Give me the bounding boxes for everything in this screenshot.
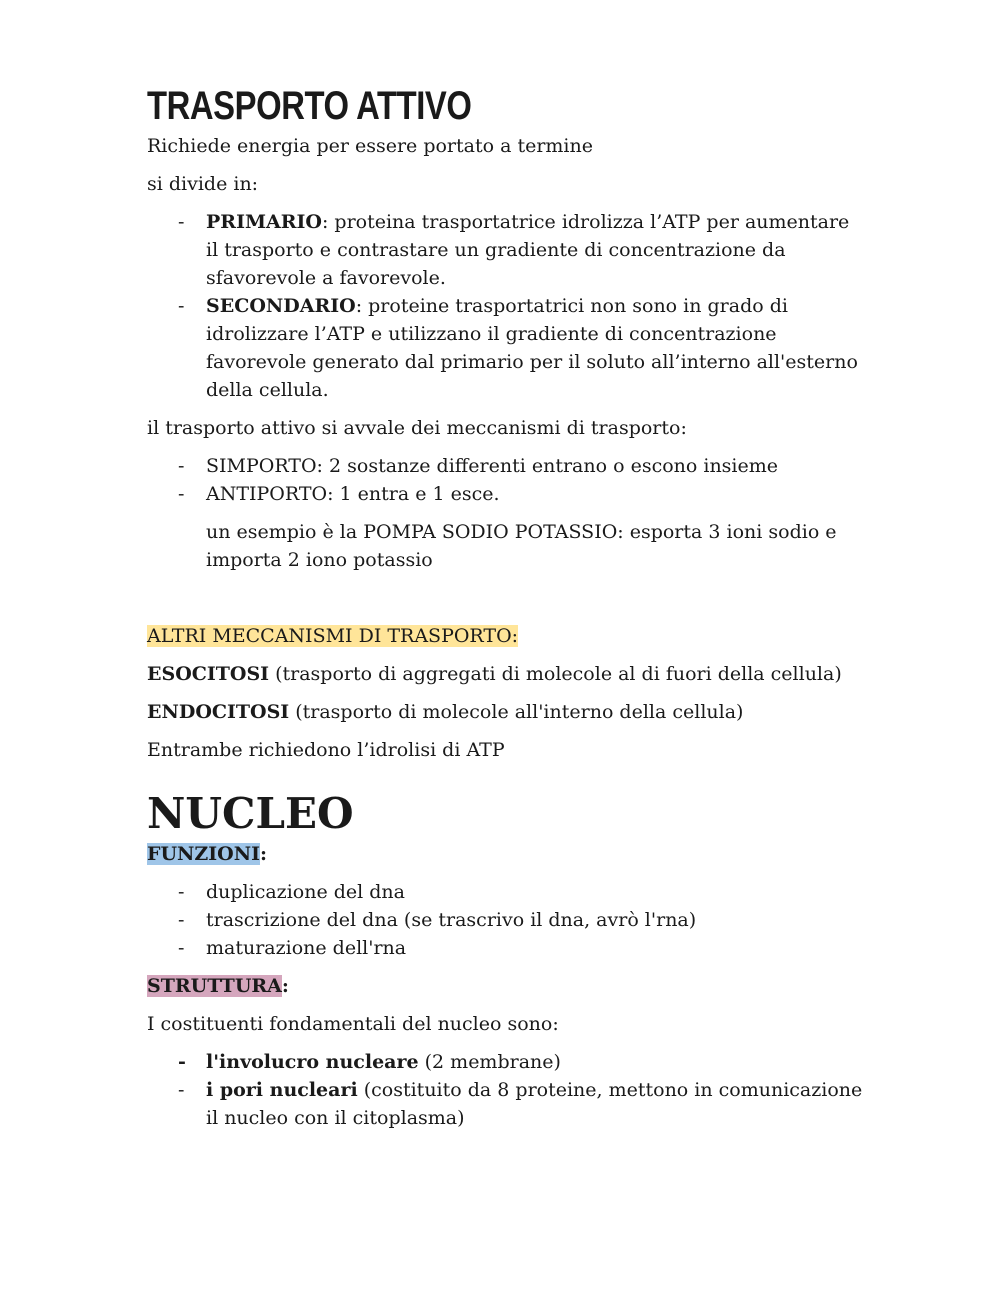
mechanisms-list	[147, 452, 867, 508]
list-item-involucro	[147, 1048, 867, 1076]
highlight-struttura: STRUTTURA	[147, 975, 282, 997]
atp-note: Entrambe richiedono l’idrolisi di ATP	[147, 739, 505, 761]
mechanisms-intro: il trasporto attivo si avvale dei meccanismi di trasporto:	[147, 417, 687, 439]
mechanism-simporto: SIMPORTO: 2 sostanze differenti entrano o escono insieme	[206, 455, 779, 477]
dash-bullet: -	[178, 881, 185, 903]
desc-endocitosi: (trasporto di molecole all'interno della cellula)	[289, 701, 744, 723]
term-endocitosi: ENDOCITOSI	[147, 701, 290, 723]
document-page	[147, 80, 867, 1132]
funzione-text: duplicazione del dna	[206, 881, 405, 903]
dash-bullet: -	[178, 937, 185, 959]
list-item-pori	[147, 1076, 867, 1132]
term-primario: PRIMARIO	[206, 211, 322, 233]
funzioni-list	[147, 878, 867, 962]
example-paragraph: un esempio è la POMPA SODIO POTASSIO: esporta 3 ioni sodio e importa 2 iono potassio	[206, 521, 837, 571]
title-trasporto-attivo: TRASPORTO ATTIVO	[147, 84, 472, 128]
list-item-simporto	[147, 452, 867, 480]
costituenti-intro: I costituenti fondamentali del nucleo sono:	[147, 1013, 559, 1035]
dash-bullet: -	[178, 211, 185, 233]
desc-primario: : proteina trasportatrice idrolizza l’ATP per aumentare il trasporto e contrastare un gradiente di concentrazione da sfavorevole a favorevole.	[206, 211, 850, 289]
list-item-funzione	[147, 878, 867, 906]
list-item-antiporto	[147, 480, 867, 508]
divide-paragraph: si divide in:	[147, 173, 259, 195]
desc-pori: (costituito da 8 proteine, mettono in comunicazione il nucleo con il citoplasma)	[206, 1079, 863, 1129]
colon: :	[281, 975, 289, 997]
intro-paragraph: Richiede energia per essere portato a termine	[147, 135, 593, 157]
highlight-altri-meccanismi: ALTRI MECCANISMI DI TRASPORTO:	[147, 625, 519, 647]
desc-involucro: (2 membrane)	[418, 1051, 561, 1073]
term-pori: i pori nucleari	[206, 1079, 358, 1101]
transport-types-list	[147, 208, 867, 404]
list-item-funzione	[147, 906, 867, 934]
funzioni-label-line	[147, 840, 867, 868]
highlight-funzioni: FUNZIONI	[147, 843, 260, 865]
esocitosi-paragraph	[147, 660, 867, 688]
costituenti-list	[147, 1048, 867, 1132]
desc-esocitosi: (trasporto di aggregati di molecole al di fuori della cellula)	[269, 663, 842, 685]
dash-bullet: -	[178, 909, 185, 931]
dash-bullet: -	[178, 483, 185, 505]
dash-bullet: -	[178, 1079, 185, 1101]
term-esocitosi: ESOCITOSI	[147, 663, 270, 685]
desc-secondario: : proteine trasportatrici non sono in grado di idrolizzare l’ATP e utilizzano il gradiente di concentrazione favorevole generato dal primario per il soluto all’interno all'esterno della cellula.	[206, 295, 858, 401]
funzione-text: maturazione dell'rna	[206, 937, 407, 959]
term-involucro: l'involucro nucleare	[206, 1051, 419, 1073]
other-mechanisms-heading	[147, 622, 867, 650]
mechanism-antiporto: ANTIPORTO: 1 entra e 1 esce.	[206, 483, 500, 505]
struttura-label-line	[147, 972, 867, 1000]
title-nucleo: NUCLEO	[147, 789, 354, 838]
list-item-secondario	[147, 292, 867, 404]
endocitosi-paragraph	[147, 698, 867, 726]
funzione-text: trascrizione del dna (se trascrivo il dna, avrò l'rna)	[206, 909, 697, 931]
list-item-primario	[147, 208, 867, 292]
dash-bullet: -	[178, 455, 185, 477]
dash-bullet: -	[178, 1051, 186, 1073]
colon: :	[260, 843, 268, 865]
term-secondario: SECONDARIO	[206, 295, 356, 317]
list-item-funzione	[147, 934, 867, 962]
dash-bullet: -	[178, 295, 185, 317]
